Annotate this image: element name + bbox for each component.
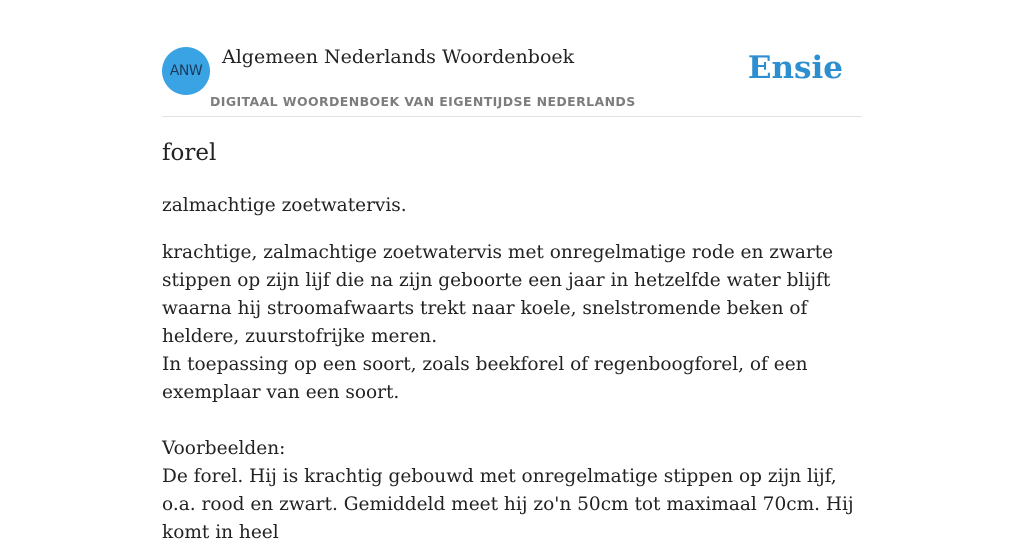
paragraph-spacer [162, 407, 862, 435]
page-container [162, 0, 862, 543]
long-definition: krachtige, zalmachtige zoetwatervis met onregelmatige rode en zwarte stippen op zijn lijf die na zijn geboorte een jaar in hetzelfde water blijft waarna hij stroomafwaarts trekt naar koele, snelstromende beken of heldere, zuurstofrijke meren. [162, 242, 834, 347]
site-subtitle: DIGITAAL WOORDENBOEK VAN EIGENTIJDSE NEDERLANDS [210, 94, 636, 109]
example-text: De forel. Hij is krachtig gebouwd met onregelmatige stippen op zijn lijf, o.a. rood en zwart. Gemiddeld meet hij zo'n 50cm tot maximaal 70cm. Hij komt in heel [162, 466, 854, 543]
examples-label: Voorbeelden: [162, 438, 286, 459]
anw-logo[interactable] [162, 47, 210, 95]
short-definition: zalmachtige zoetwatervis. [162, 195, 407, 216]
site-header [162, 0, 862, 117]
ensie-brand-logo[interactable]: Ensie [747, 50, 843, 86]
usage-note: In toepassing op een soort, zoals beekforel of regenboogforel, of een exemplaar van een soort. [162, 354, 808, 403]
long-definition-block [162, 239, 862, 547]
site-title[interactable]: Algemeen Nederlands Woordenboek [222, 46, 575, 68]
entry-headword: forel [162, 140, 217, 166]
anw-logo-text: ANW [169, 63, 203, 79]
